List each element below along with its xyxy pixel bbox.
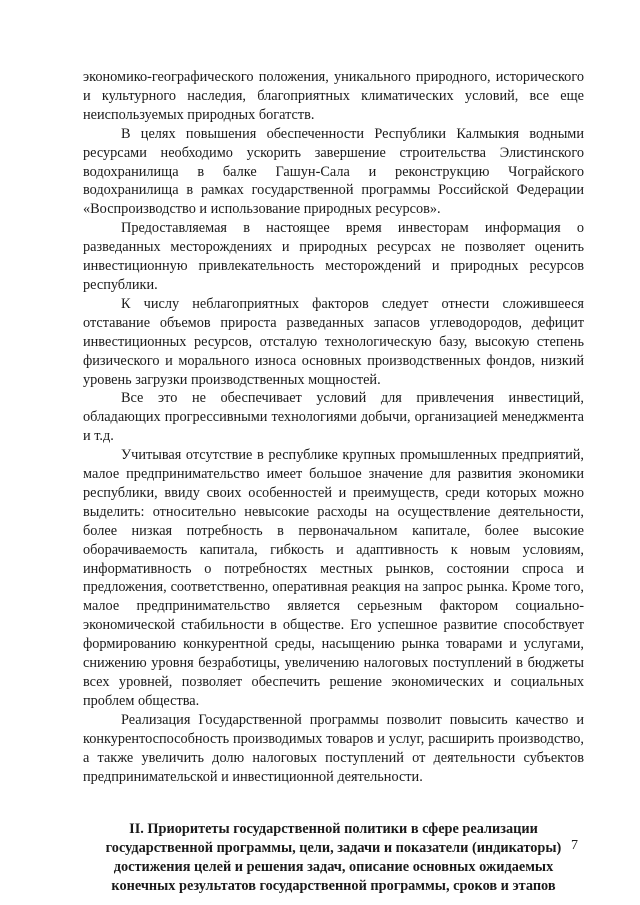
page-number: 7 [571, 838, 578, 853]
paragraph-3: Предоставляемая в настоящее время инвесторам информация о разведанных месторождениях и природных ресурсах не позволяет оценить инвестиционную привлекательность месторождений и природных ресурсов республики. [83, 220, 584, 293]
paragraph-5: Все это не обеспечивает условий для привлечения инвестиций, обладающих прогрессивными технологиями добычи, организацией менеджмента и т.д. [83, 390, 584, 445]
paragraph-1: экономико-географического положения, уникального природного, исторического и культурного наследия, благоприятных климатических условий, все еще неиспользуемых природных богатств. [83, 69, 584, 123]
paragraph-2: В целях повышения обеспеченности Республики Калмыкия водными ресурсами необходимо ускорить завершение строительства Элистинского водохранилища в балке Гашун-Сала и реконструкцию Чограйского водохранилища в рамках государственной программы Российской Федерации «Воспроизводство и использование природных ресурсов». [83, 125, 584, 218]
body-text [83, 68, 584, 786]
paragraph-6: Учитывая отсутствие в республике крупных промышленных предприятий, малое предпринимательство имеет большое значение для развития экономики республики, ввиду своих особенностей и преимуществ, среди которых можно выделить: относительно невысокие расходы на осуществление деятельности, более низкая потребность в первоначальном капитале, более высокие оборачиваемость капитала, гибкость и адаптивность к новым условиям, информативность о потребностях местных рынков, состоянии спроса и предложения, соответственно, оперативная реакция на запрос рынка. Кроме того, малое предпринимательство является серьезным фактором социально-экономической стабильности в обществе. Его успешное развитие способствует формированию конкурентной среды, насыщению рынка товарами и услугами, снижению уровня безработицы, увеличению налоговых поступлений в бюджеты всех уровней, позволяет обеспечить решение экономических и социальных проблем общества. [83, 447, 584, 709]
section-heading: II. Приоритеты государственной политики в сфере реализации государственной программы, цели, задачи и показатели (индикаторы) достижения целей и решения задач, описание основных ожидаемых конечных результатов государственной программы, сроков и этапов [105, 821, 562, 895]
paragraph-7: Реализация Государственной программы позволит повысить качество и конкурентоспособность производимых товаров и услуг, расширить производство, а также увеличить долю налоговых поступлений от деятельности субъектов предпринимательской и инвестиционной деятельности. [83, 711, 584, 785]
paragraph-4: К числу неблагоприятных факторов следует отнести сложившееся отставание объемов прироста разведанных запасов углеводородов, дефицит инвестиционных ресурсов, отсталую технологическую базу, высокую степень физического и морального износа основных производственных фондов, низкий уровень загрузки производственных мощностей. [83, 295, 584, 388]
